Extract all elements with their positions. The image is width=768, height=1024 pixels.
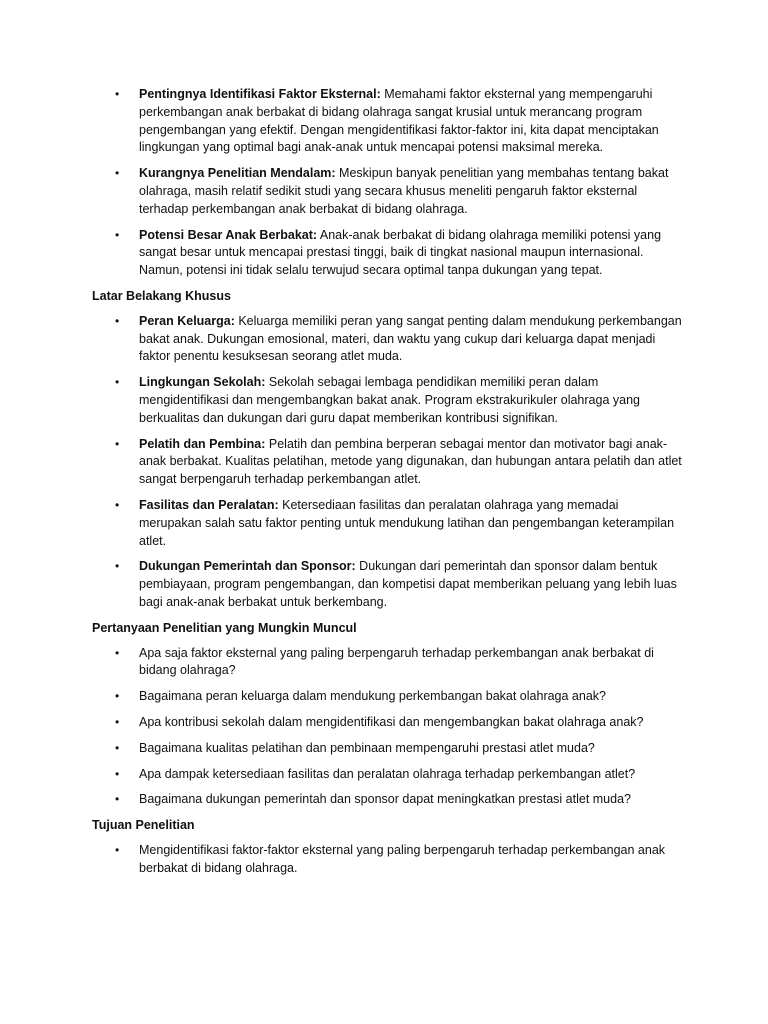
document-page bbox=[92, 86, 682, 885]
item-title: Pelatih dan Pembina: bbox=[139, 436, 266, 451]
list-item bbox=[92, 842, 682, 878]
item-text: Ketersediaan fasilitas dan peralatan olahraga yang memadai merupakan salah satu faktor penting untuk mendukung latihan dan pengembangan keterampilan atlet. bbox=[139, 497, 675, 548]
item-text: Apa kontribusi sekolah dalam mengidentifikasi dan mengembangkan bakat olahraga anak? bbox=[139, 714, 644, 729]
bullet-icon: • bbox=[115, 689, 120, 704]
list-item bbox=[92, 766, 682, 784]
section-heading-tujuan: Tujuan Penelitian bbox=[92, 818, 195, 833]
bullet-icon: • bbox=[115, 166, 120, 181]
list-item bbox=[92, 86, 682, 157]
item-text: Anak-anak berbakat di bidang olahraga memiliki potensi yang sangat besar untuk mencapai prestasi tinggi, baik di tingkat nasional maupun internasional. Namun, potensi ini tidak selalu terwujud secara optimal tanpa dukungan yang tepat. bbox=[139, 227, 662, 278]
bullet-icon: • bbox=[115, 436, 120, 451]
bullet-icon: • bbox=[115, 766, 120, 781]
bullet-icon: • bbox=[115, 227, 120, 242]
list-item bbox=[92, 791, 682, 809]
item-text: Bagaimana kualitas pelatihan dan pembinaan mempengaruhi prestasi atlet muda? bbox=[139, 740, 595, 755]
item-text: Bagaimana peran keluarga dalam mendukung perkembangan bakat olahraga anak? bbox=[139, 689, 606, 704]
list-item bbox=[92, 436, 682, 489]
bullet-icon: • bbox=[115, 714, 120, 729]
item-text: Bagaimana dukungan pemerintah dan sponsor dapat meningkatkan prestasi atlet muda? bbox=[139, 792, 631, 807]
list-item bbox=[92, 558, 682, 611]
item-title: Potensi Besar Anak Berbakat: bbox=[139, 227, 318, 242]
latar-list bbox=[92, 313, 682, 612]
item-text: Mengidentifikasi faktor-faktor eksternal yang paling berpengaruh terhadap perkembangan anak berbakat di bidang olahraga. bbox=[139, 842, 666, 875]
bullet-icon: • bbox=[115, 645, 120, 660]
item-title: Peran Keluarga: bbox=[139, 313, 235, 328]
list-item bbox=[92, 165, 682, 218]
list-item bbox=[92, 645, 682, 681]
pertanyaan-list bbox=[92, 645, 682, 810]
item-title: Dukungan Pemerintah dan Sponsor: bbox=[139, 559, 356, 574]
list-item bbox=[92, 714, 682, 732]
bullet-icon: • bbox=[115, 559, 120, 574]
item-text: Memahami faktor eksternal yang mempengaruhi perkembangan anak berbakat di bidang olahraga sangat krusial untuk merancang program pengembangan yang efektif. Dengan mengidentifikasi faktor-faktor ini, kita dapat menciptakan lingkungan yang optimal bagi anak-anak untuk mencapai potensi maksimal mereka. bbox=[139, 87, 659, 155]
section-heading-latar-belakang: Latar Belakang Khusus bbox=[92, 288, 231, 303]
bullet-icon: • bbox=[115, 842, 120, 857]
item-title: Pentingnya Identifikasi Faktor Eksternal: bbox=[139, 87, 381, 101]
bullet-icon: • bbox=[115, 313, 120, 328]
bullet-icon: • bbox=[115, 375, 120, 390]
item-text: Apa saja faktor eksternal yang paling berpengaruh terhadap perkembangan anak berbakat di bidang olahraga? bbox=[139, 645, 654, 678]
list-item bbox=[92, 497, 682, 550]
item-text: Apa dampak ketersediaan fasilitas dan peralatan olahraga terhadap perkembangan atlet? bbox=[139, 766, 636, 781]
section-heading-pertanyaan: Pertanyaan Penelitian yang Mungkin Muncul bbox=[92, 620, 357, 635]
bullet-icon: • bbox=[115, 792, 120, 807]
item-text: Pelatih dan pembina berperan sebagai mentor dan motivator bagi anak-anak berbakat. Kualitas pelatihan, metode yang digunakan, dan hubungan antara pelatih dan atlet sangat berpengaruh terhadap perkembangan atlet. bbox=[139, 436, 682, 487]
list-item bbox=[92, 313, 682, 366]
bullet-icon: • bbox=[115, 497, 120, 512]
tujuan-list bbox=[92, 842, 682, 878]
item-text: Keluarga memiliki peran yang sangat penting dalam mendukung perkembangan bakat anak. Dukungan emosional, materi, dan waktu yang cukup dari keluarga dapat menjadi faktor penentu kesuksesan seorang atlet muda. bbox=[139, 313, 682, 364]
item-text: Sekolah sebagai lembaga pendidikan memiliki peran dalam mengidentifikasi dan mengembangkan bakat anak. Program ekstrakurikuler olahraga yang berkualitas dan dukungan dari guru dapat memberikan kontribusi signifikan. bbox=[139, 375, 640, 425]
intro-list bbox=[92, 86, 682, 280]
item-text: Meskipun banyak penelitian yang membahas tentang bakat olahraga, masih relatif sedikit studi yang secara khusus meneliti pengaruh faktor eksternal terhadap perkembangan anak berbakat di bidang olahraga. bbox=[139, 166, 669, 216]
list-item bbox=[92, 688, 682, 706]
list-item bbox=[92, 740, 682, 758]
item-title: Lingkungan Sekolah: bbox=[139, 375, 266, 390]
item-title: Fasilitas dan Peralatan: bbox=[139, 497, 279, 512]
bullet-icon: • bbox=[115, 740, 120, 755]
list-item bbox=[92, 227, 682, 280]
list-item bbox=[92, 374, 682, 427]
item-title: Kurangnya Penelitian Mendalam: bbox=[139, 166, 336, 181]
item-text: Dukungan dari pemerintah dan sponsor dalam bentuk pembiayaan, program pengembangan, dan kompetisi dapat memberikan peluang yang lebih luas bagi anak-anak berbakat untuk berkembang. bbox=[139, 559, 677, 609]
bullet-icon: • bbox=[115, 87, 120, 101]
